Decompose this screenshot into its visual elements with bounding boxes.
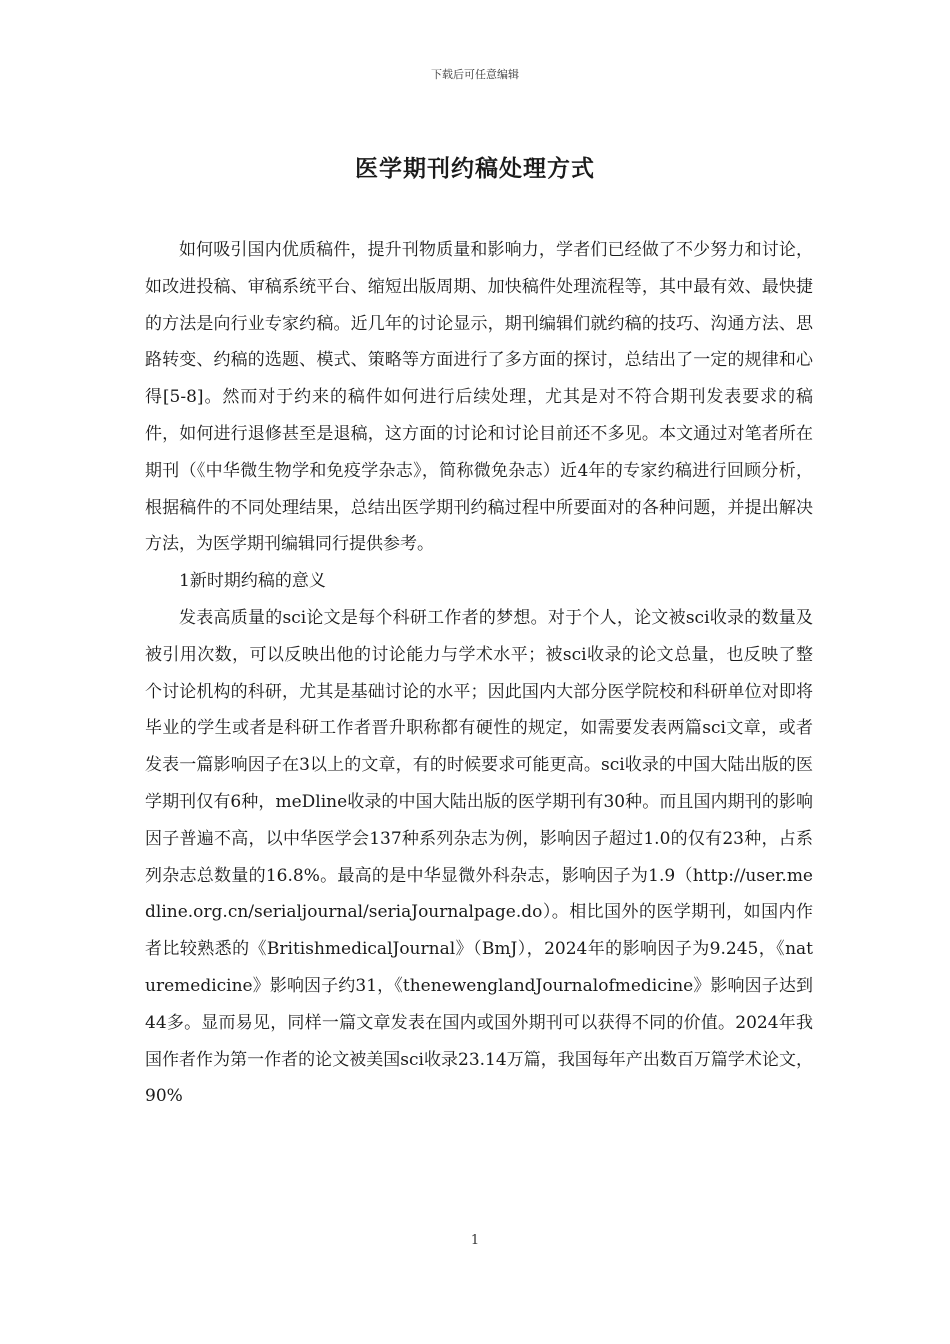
document-title: 医学期刊约稿处理方式 [355,156,595,182]
intro-paragraph: 如何吸引国内优质稿件，提升刊物质量和影响力，学者们已经做了不少努力和讨论，如改进投稿、审稿系统平台、缩短出版周期、加快稿件处理流程等，其中最有效、最快捷的方法是向行业专家约稿。近几年的讨论显示，期刊编辑们就约稿的技巧、沟通方法、思路转变、约稿的选题、模式、策略等方面进行了多方面的探讨，总结出了一定的规律和心得[5-8]。然而对于约来的稿件如何进行后续处理，尤其是对不符合期刊发表要求的稿件，如何进行退修甚至是退稿，这方面的讨论和讨论目前还不多见。本文通过对笔者所在期刊（《中华微生物学和免疫学杂志》，简称微免杂志）近4年的专家约稿进行回顾分析，根据稿件的不同处理结果，总结出医学期刊约稿过程中所要面对的各种问题，并提出解决方法，为医学期刊编辑同行提供参考。 [145,240,813,555]
section-heading: 1新时期约稿的意义 [179,571,326,592]
page-header-note: 下载后可任意编辑 [431,68,519,81]
section-paragraph: 发表高质量的sci论文是每个科研工作者的梦想。对于个人，论文被sci收录的数量及被引用次数，可以反映出他的讨论能力与学术水平；被sci收录的论文总量，也反映了整个讨论机构的科研，尤其是基础讨论的水平；因此国内大部分医学院校和科研单位对即将毕业的学生或者是科研工作者晋升职称都有硬性的规定，如需要发表两篇sci文章，或者发表一篇影响因子在3以上的文章，有的时候要求可能更高。sci收录的中国大陆出版的医学期刊仅有6种，meDline收录的中国大陆出版的医学期刊有30种。而且国内期刊的影响因子普遍不高，以中华医学会137种系列杂志为例，影响因子超过1.0的仅有23种，占系列杂志总数量的16.8%。最高的是中华显微外科杂志，影响因子为1.9（http://user.medline.org.cn/serialjournal/seriaJournalpage.do）。相比国外的医学期刊，如国内作者比较熟悉的《BritishmedicalJournal》（BmJ），2024年的影响因子为9.245，《naturemedicine》影响因子约31，《thenewenglandJournalofmedicine》影响因子达到44多。显而易见，同样一篇文章发表在国内或国外期刊可以获得不同的价值。2024年我国作者作为第一作者的论文被美国sci收录23.14万篇，我国每年产出数百万篇学术论文，90% [145,607,813,1107]
document-body [145,232,813,1115]
page-number: 1 [470,1233,480,1248]
